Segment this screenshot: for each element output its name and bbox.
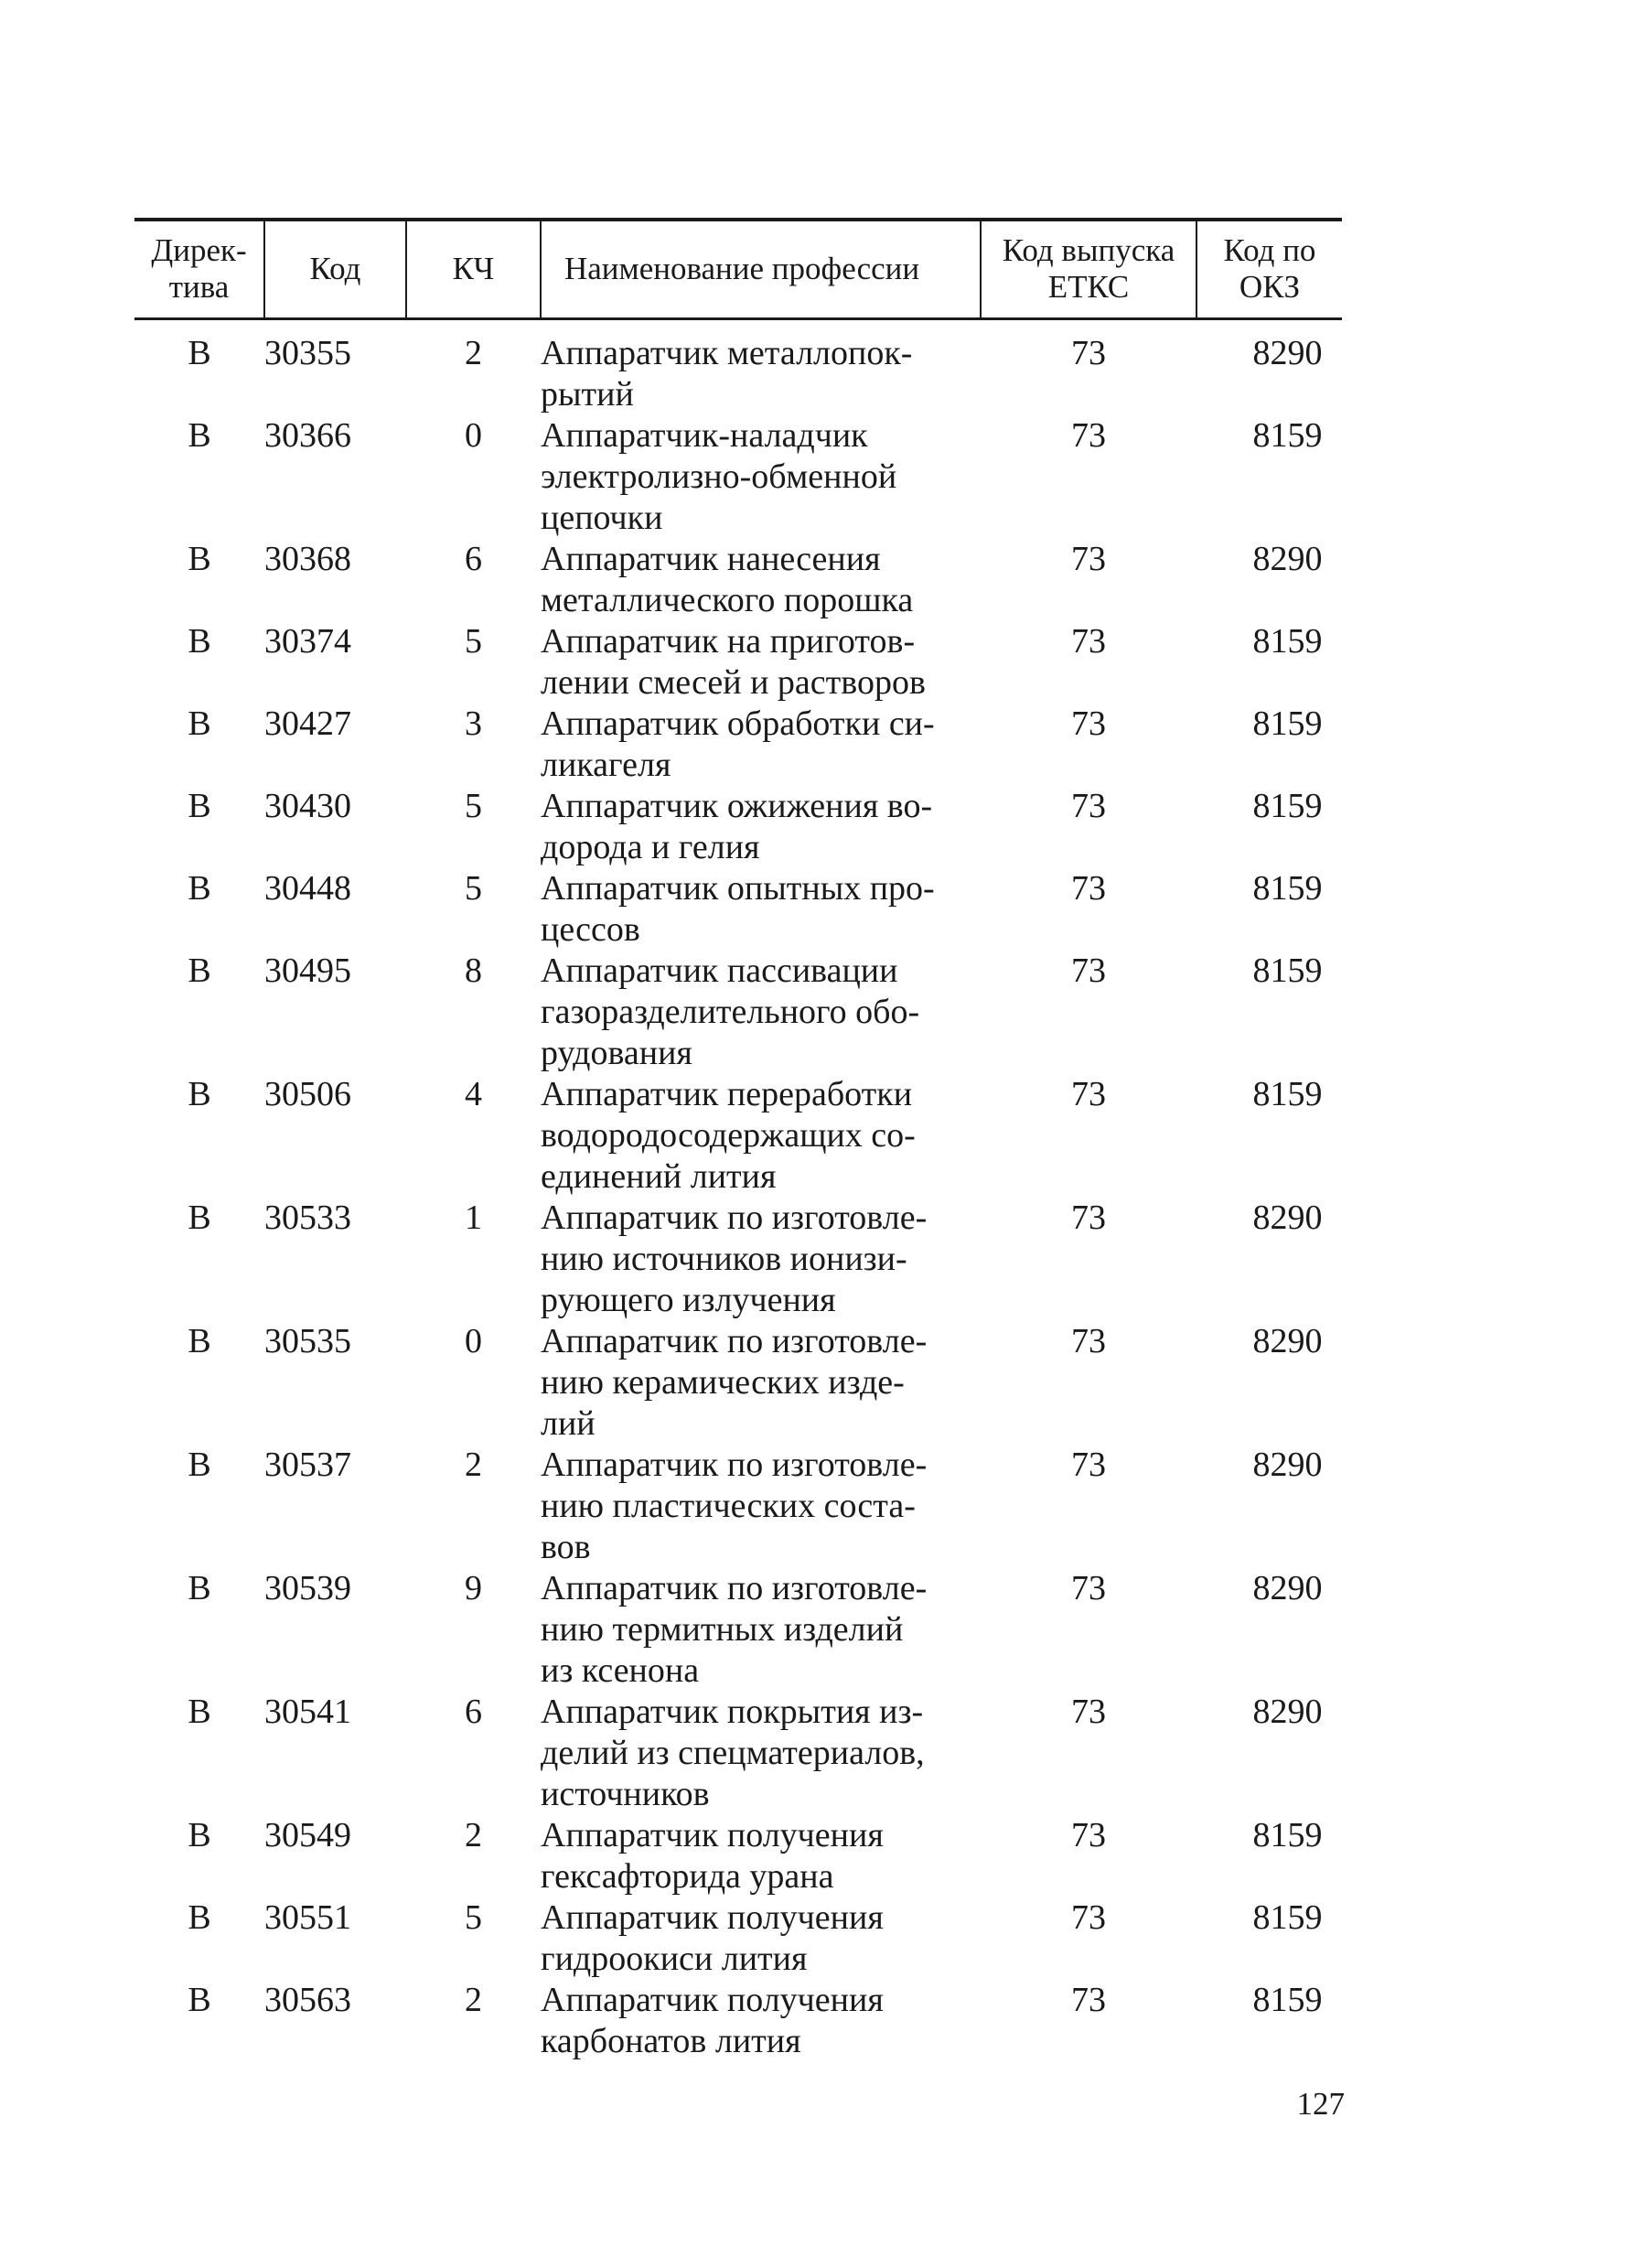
- table-row: [134, 951, 1342, 1074]
- profession-name-line: Аппаратчик по изготовле-: [541, 1445, 928, 1484]
- cell-kch: 0: [465, 415, 482, 455]
- header-okz-code: Код по ОКЗ: [1196, 220, 1342, 318]
- profession-name-line: Аппаратчик на приготов-: [541, 621, 916, 661]
- profession-name-line: нию керамических изде-: [541, 1362, 905, 1402]
- cell-kch: 9: [465, 1568, 482, 1607]
- header-directive: Дирек- тива: [134, 220, 264, 318]
- cell-code: 30366: [264, 415, 351, 455]
- cell-etks-code: 73: [1071, 704, 1106, 743]
- cell-code: 30549: [264, 1815, 351, 1854]
- cell-kch: 2: [465, 333, 482, 372]
- table-row: [134, 1074, 1342, 1198]
- cell-profession-name: [541, 1321, 981, 1445]
- cell-kch: 5: [465, 1897, 482, 1937]
- table-row: [134, 1897, 1342, 1980]
- cell-code: 30448: [264, 868, 351, 908]
- table-row: [134, 1198, 1342, 1321]
- table-row: [134, 318, 1342, 415]
- cell-directive: В: [188, 1321, 211, 1360]
- profession-name-line: рудования: [541, 1033, 692, 1072]
- cell-profession-name: [541, 1815, 981, 1897]
- cell-etks-code: 73: [1071, 1568, 1106, 1607]
- profession-name-line: Аппаратчик получения: [541, 1815, 884, 1854]
- cell-etks-code: 73: [1071, 1074, 1106, 1113]
- cell-okz-code: 8159: [1252, 1074, 1323, 1113]
- profession-name-line: Аппаратчик пассивации: [541, 951, 898, 990]
- cell-directive: В: [188, 1692, 211, 1731]
- cell-profession-name: [541, 539, 981, 621]
- cell-kch: 6: [465, 1692, 482, 1731]
- cell-okz-code: 8159: [1252, 415, 1323, 455]
- cell-directive: В: [188, 415, 211, 455]
- cell-profession-name: [541, 318, 981, 415]
- cell-etks-code: 73: [1071, 415, 1106, 455]
- cell-etks-code: 73: [1071, 1321, 1106, 1360]
- cell-directive: В: [188, 621, 211, 661]
- cell-kch: 5: [465, 786, 482, 825]
- cell-directive: В: [188, 786, 211, 825]
- cell-profession-name: [541, 1568, 981, 1692]
- cell-profession-name: [541, 1692, 981, 1815]
- cell-profession-name: [541, 1074, 981, 1198]
- profession-name-line: рующего излучения: [541, 1280, 836, 1319]
- profession-name-line: делий из спецматериалов,: [541, 1733, 925, 1772]
- cell-directive: В: [188, 704, 211, 743]
- profession-name-line: единений лития: [541, 1156, 777, 1196]
- cell-etks-code: 73: [1071, 1692, 1106, 1731]
- cell-code: 30535: [264, 1321, 351, 1360]
- cell-etks-code: 73: [1071, 1445, 1106, 1484]
- cell-kch: 1: [465, 1198, 482, 1237]
- profession-name-line: карбонатов лития: [541, 2021, 801, 2060]
- cell-directive: В: [188, 333, 211, 372]
- cell-etks-code: 73: [1071, 333, 1106, 372]
- cell-code: 30533: [264, 1198, 351, 1237]
- header-code: Код: [264, 220, 406, 318]
- cell-directive: В: [188, 1445, 211, 1484]
- profession-name-line: гексафторида урана: [541, 1856, 834, 1896]
- cell-directive: В: [188, 1568, 211, 1607]
- cell-code: 30539: [264, 1568, 351, 1607]
- cell-code: 30541: [264, 1692, 351, 1731]
- table-row: [134, 415, 1342, 539]
- cell-directive: В: [188, 1074, 211, 1113]
- cell-profession-name: [541, 786, 981, 868]
- profession-name-line: Аппаратчик опытных про-: [541, 868, 935, 908]
- professions-table: [134, 218, 1342, 2062]
- cell-okz-code: 8159: [1252, 868, 1323, 908]
- cell-profession-name: [541, 868, 981, 951]
- cell-profession-name: [541, 1198, 981, 1321]
- table-row: [134, 1321, 1342, 1445]
- cell-okz-code: 8290: [1252, 1445, 1323, 1484]
- header-kch: КЧ: [406, 220, 541, 318]
- cell-okz-code: 8159: [1252, 621, 1323, 661]
- cell-directive: В: [188, 1980, 211, 2019]
- cell-code: 30537: [264, 1445, 351, 1484]
- table-row: [134, 1815, 1342, 1897]
- cell-etks-code: 73: [1071, 1198, 1106, 1237]
- cell-code: 30551: [264, 1897, 351, 1937]
- cell-okz-code: 8159: [1252, 951, 1323, 990]
- cell-kch: 0: [465, 1321, 482, 1360]
- profession-name-line: Аппаратчик по изготовле-: [541, 1568, 928, 1607]
- cell-okz-code: 8159: [1252, 1815, 1323, 1854]
- table-header: [134, 220, 1342, 318]
- profession-name-line: вов: [541, 1527, 591, 1566]
- cell-okz-code: 8290: [1252, 1321, 1323, 1360]
- cell-directive: В: [188, 868, 211, 908]
- cell-code: 30563: [264, 1980, 351, 2019]
- cell-profession-name: [541, 621, 981, 704]
- cell-kch: 8: [465, 951, 482, 990]
- profession-name-line: лении смесей и растворов: [541, 662, 926, 702]
- table-row: [134, 1692, 1342, 1815]
- profession-name-line: водородосодержащих со-: [541, 1115, 916, 1155]
- cell-okz-code: 8159: [1252, 1897, 1323, 1937]
- table-row: [134, 1568, 1342, 1692]
- cell-code: 30368: [264, 539, 351, 578]
- cell-profession-name: [541, 704, 981, 786]
- cell-etks-code: 73: [1071, 868, 1106, 908]
- profession-name-line: нию источников ионизи-: [541, 1239, 907, 1278]
- profession-name-line: цессов: [541, 909, 640, 949]
- cell-kch: 2: [465, 1445, 482, 1484]
- table-body: [134, 318, 1342, 2062]
- profession-name-line: дорода и гелия: [541, 827, 760, 866]
- cell-okz-code: 8290: [1252, 1692, 1323, 1731]
- cell-etks-code: 73: [1071, 1980, 1106, 2019]
- cell-etks-code: 73: [1071, 539, 1106, 578]
- profession-name-line: газоразделительного обо-: [541, 992, 920, 1031]
- table-row: [134, 868, 1342, 951]
- profession-name-line: цепочки: [541, 498, 663, 537]
- table-row: [134, 621, 1342, 704]
- table-row: [134, 786, 1342, 868]
- cell-code: 30430: [264, 786, 351, 825]
- cell-okz-code: 8159: [1252, 704, 1323, 743]
- cell-profession-name: [541, 1980, 981, 2062]
- cell-directive: В: [188, 951, 211, 990]
- profession-name-line: нию пластических соста-: [541, 1486, 916, 1525]
- profession-name-line: гидроокиси лития: [541, 1939, 808, 1978]
- cell-kch: 6: [465, 539, 482, 578]
- cell-etks-code: 73: [1071, 1897, 1106, 1937]
- profession-name-line: Аппаратчик по изготовле-: [541, 1321, 928, 1360]
- cell-okz-code: 8159: [1252, 786, 1323, 825]
- cell-etks-code: 73: [1071, 786, 1106, 825]
- profession-name-line: Аппаратчик нанесения: [541, 539, 881, 578]
- cell-okz-code: 8290: [1252, 333, 1323, 372]
- table-row: [134, 704, 1342, 786]
- profession-name-line: источников: [541, 1774, 710, 1813]
- cell-okz-code: 8159: [1252, 1980, 1323, 2019]
- cell-code: 30495: [264, 951, 351, 990]
- cell-etks-code: 73: [1071, 621, 1106, 661]
- cell-directive: В: [188, 1897, 211, 1937]
- table-row: [134, 539, 1342, 621]
- profession-name-line: лий: [541, 1403, 596, 1443]
- cell-kch: 5: [465, 868, 482, 908]
- table-row: [134, 1445, 1342, 1568]
- cell-code: 30427: [264, 704, 351, 743]
- cell-directive: В: [188, 539, 211, 578]
- cell-okz-code: 8290: [1252, 1198, 1323, 1237]
- cell-kch: 2: [465, 1980, 482, 2019]
- cell-code: 30374: [264, 621, 351, 661]
- cell-kch: 5: [465, 621, 482, 661]
- profession-name-line: рытий: [541, 374, 634, 414]
- profession-name-line: Аппаратчик покрытия из-: [541, 1692, 924, 1731]
- cell-kch: 4: [465, 1074, 482, 1113]
- page-number: 127: [1296, 2086, 1345, 2122]
- profession-name-line: Аппаратчик переработки: [541, 1074, 913, 1113]
- profession-name-line: металлического порошка: [541, 580, 914, 619]
- table-row: [134, 1980, 1342, 2062]
- cell-profession-name: [541, 1445, 981, 1568]
- profession-name-line: Аппаратчик обработки си-: [541, 704, 935, 743]
- header-etks-code: Код выпуска ЕТКС: [981, 220, 1196, 318]
- cell-profession-name: [541, 415, 981, 539]
- cell-code: 30506: [264, 1074, 351, 1113]
- cell-kch: 2: [465, 1815, 482, 1854]
- cell-profession-name: [541, 1897, 981, 1980]
- profession-name-line: Аппаратчик ожижения во-: [541, 786, 933, 825]
- cell-kch: 3: [465, 704, 482, 743]
- cell-okz-code: 8290: [1252, 1568, 1323, 1607]
- profession-name-line: Аппаратчик получения: [541, 1980, 884, 2019]
- cell-directive: В: [188, 1198, 211, 1237]
- profession-name-line: из ксенона: [541, 1650, 700, 1690]
- cell-etks-code: 73: [1071, 951, 1106, 990]
- profession-name-line: Аппаратчик получения: [541, 1897, 884, 1937]
- profession-name-line: Аппаратчик-наладчик: [541, 415, 868, 455]
- profession-name-line: Аппаратчик по изготовле-: [541, 1198, 928, 1237]
- cell-directive: В: [188, 1815, 211, 1854]
- cell-etks-code: 73: [1071, 1815, 1106, 1854]
- profession-name-line: нию термитных изделий: [541, 1609, 904, 1649]
- cell-profession-name: [541, 951, 981, 1074]
- profession-name-line: Аппаратчик металлопок-: [541, 333, 913, 372]
- cell-code: 30355: [264, 333, 351, 372]
- header-profession-name: Наименование профессии: [541, 220, 981, 318]
- profession-name-line: ликагеля: [541, 745, 671, 784]
- profession-name-line: электролизно-обменной: [541, 457, 897, 496]
- cell-okz-code: 8290: [1252, 539, 1323, 578]
